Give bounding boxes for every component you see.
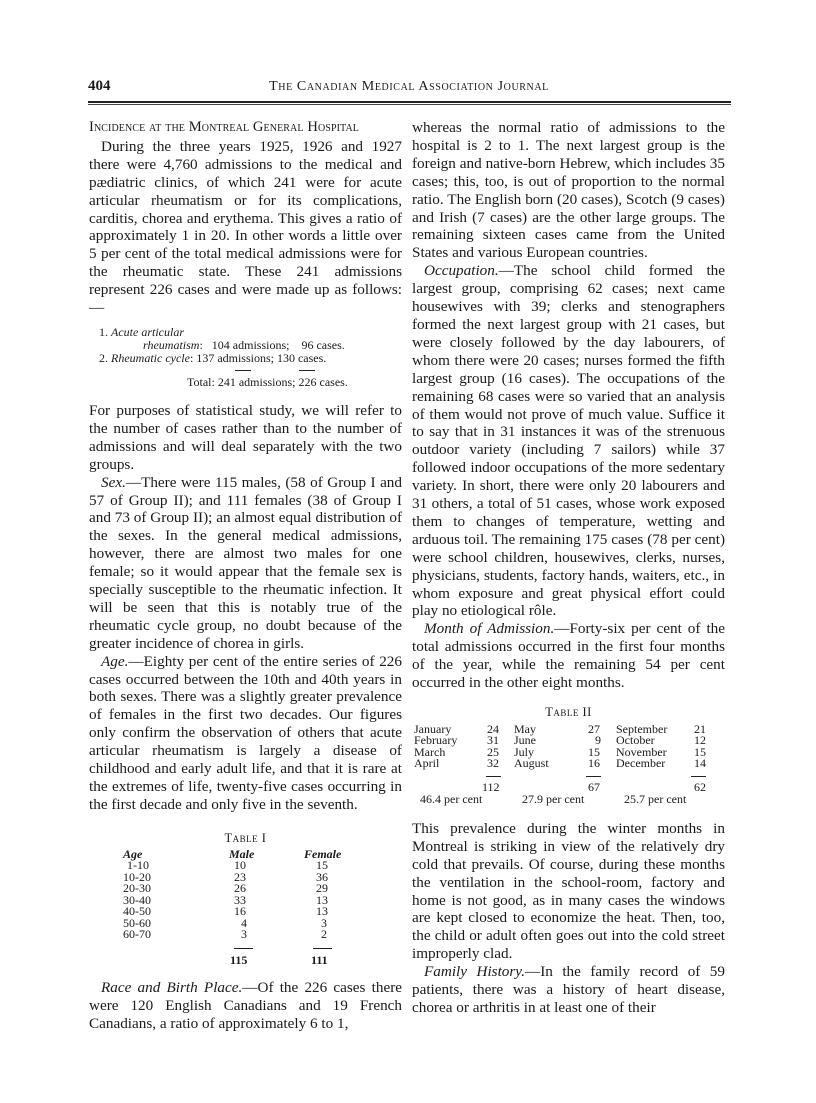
table-header: Female [304, 846, 342, 861]
header-rule [88, 101, 731, 105]
month-count: 9 [595, 733, 601, 748]
table-cell: 13 [316, 904, 328, 919]
group-percent: 25.7 per cent [624, 791, 687, 806]
group-percent: 46.4 per cent [420, 791, 483, 806]
group-total: 62 [694, 779, 706, 794]
month-name: June [514, 733, 536, 748]
sum-rule [486, 776, 501, 777]
journal-title: The Canadian Medical Association Journal [269, 79, 549, 94]
month-paragraph: Month of Admission.—Forty-six per cent of the total admissions occurred in the first four months of the year, while the remaining 54 per cent occurred in the other eight months. [412, 620, 725, 692]
section-heading: Incidence at the Montreal General Hospital [89, 119, 359, 135]
total-admissions: 241 admissions; [217, 374, 296, 389]
table-cell: 36 [316, 869, 328, 884]
running-header [88, 78, 730, 98]
table-header: Age [123, 846, 143, 861]
cases-count: 96 cases. [301, 337, 345, 352]
month-count: 12 [694, 733, 706, 748]
month-count: 15 [694, 744, 706, 759]
intro-paragraph: During the three years 1925, 1926 and 1927 there were 4,760 admissions to the medical and pædiatric clinics, of which 241 were for acute articular rheumatism or for its complications, carditis, chorea and erythema. This gives a ratio of approximately 1 in 20. In other words a little over 5 per cent of the total medical admissions were for the rheumatic state. These 241 admissions represent 226 cases and were made up as follows:— [89, 137, 402, 317]
race-paragraph-continued: whereas the normal ratio of admissions to the hospital is 2 to 1. The next largest group is the foreign and native-born Hebrew, which includes 35 cases; this, too, is out of proportion to the normal ratio. The English born (20 cases), Scotch (9 cases) and Irish (7 cases) are the other large groups. The remaining sixteen cases came from the United States and various European countries. [412, 119, 725, 262]
month-name: November [616, 744, 667, 759]
month-name: July [514, 744, 535, 759]
sum-rule [313, 948, 332, 949]
left-column [89, 119, 402, 1032]
list-item: 2. Rheumatic cycle: 137 admissions; 130 cases. [99, 350, 327, 365]
table-cell: 15 [316, 858, 328, 873]
table-header: Male [229, 846, 255, 861]
table-cell: 20-30 [123, 881, 151, 896]
month-count: 31 [487, 733, 499, 748]
age-sex-table [89, 846, 402, 979]
page-number: 404 [88, 78, 111, 94]
groups-list [89, 326, 402, 396]
month-name: August [514, 756, 549, 771]
cases-count: 130 cases. [276, 350, 327, 365]
total-female: 111 [311, 952, 328, 967]
month-count: 25 [487, 744, 499, 759]
total-cases: 226 cases. [298, 374, 348, 389]
run-in-heading: Occupation. [424, 262, 499, 280]
table-cell: 26 [234, 881, 246, 896]
table-cell: 40-50 [123, 904, 151, 919]
sum-rule [586, 776, 601, 777]
group-name: Acute articular [111, 324, 184, 339]
race-paragraph: Race and Birth Place.—Of the 226 cases there were 120 English Canadians and 19 French Canadians, a ratio of approximately 6 to 1, [89, 978, 402, 1032]
group-name: Rheumatic cycle [111, 350, 190, 365]
table-cell: 4 [241, 915, 247, 930]
table-cell: 10 [234, 858, 246, 873]
month-name: January [414, 721, 452, 736]
table-cell: 13 [316, 892, 328, 907]
sum-rule [234, 948, 253, 949]
group-percent: 27.9 per cent [522, 791, 585, 806]
run-in-heading: Age. [101, 652, 129, 670]
month-name: September [616, 721, 668, 736]
month-count: 32 [487, 756, 499, 771]
group-total: 67 [588, 779, 600, 794]
run-in-heading: Sex. [101, 473, 126, 491]
month-table [412, 721, 725, 820]
table-cell: 3 [321, 915, 327, 930]
month-count: 15 [588, 744, 600, 759]
total-male: 115 [230, 952, 248, 967]
table-cell: 29 [316, 881, 328, 896]
list-item: 1. Acute articular [99, 324, 184, 339]
sum-rule [235, 370, 251, 371]
run-in-heading: Month of Admission. [424, 620, 555, 638]
sex-paragraph: Sex.—There were 115 males, (58 of Group I and 57 of Group II); and 111 females (38 of Group I and 73 of Group II); an almost equal distribution of the sexes. In the general medical admissions, however, there are almost two males for one female; so it would appear that the female sex is specially susceptible to the rheumatic infection. It will be seen that this is notably true of the rheumatic cycle group, no doubt because of the greater incidence of chorea in girls. [89, 473, 402, 652]
winter-paragraph: This prevalence during the winter months in Montreal is striking in view of the relatively dry cold that prevails. Of course, during these months the ventilation in the school-room, factory and home is not good, as in many cases the windows are kept closed to economize the heat. Then, too, the child or adult often goes out into the cold street improperly clad. [412, 819, 725, 963]
right-column [412, 119, 725, 1017]
month-count: 14 [694, 756, 706, 771]
table-cell: 2 [321, 927, 327, 942]
month-count: 27 [588, 721, 600, 736]
table-title: Table I [224, 830, 267, 845]
table-cell: 3 [241, 927, 247, 942]
month-name: April [414, 756, 440, 771]
sum-rule [691, 776, 706, 777]
month-name: October [616, 733, 655, 748]
group-total: 112 [482, 779, 500, 794]
month-name: February [414, 733, 458, 748]
table-cell: 60-70 [123, 927, 151, 942]
table-cell: 23 [234, 869, 246, 884]
statistical-paragraph: For purposes of statistical study, we will refer to the number of cases rather than to the number of admissions and will deal separately with the two groups. [89, 401, 402, 473]
age-paragraph: Age.—Eighty per cent of the entire series of 226 cases occurred between the 10th and 40th years in both sexes. There was a slightly greater prevalence of females in the first two decades. Our figures only confirm the observation of others that acute articular rheumatism is largely a disease of childhood and early adult life, and that it is rare at the extremes of life, twenty-five cases occurring in the first decade and only five in the seventh. [89, 652, 402, 813]
list-total: Total: 241 admissions; 226 cases. [187, 374, 348, 389]
table-title: Table II [545, 705, 592, 719]
table-cell: 10-20 [123, 869, 151, 884]
month-name: December [616, 756, 666, 771]
occupation-paragraph: Occupation.—The school child formed the largest group, comprising 62 cases; next came housewives with 39; clerks and stenographers formed the next largest group with 21 cases, but were closely followed by the day labourers, of whom there were 20 cases; nurses formed the fifth largest group (16 cases). The occupations of the remaining 68 cases were so varied that an analysis of them would not prove of much value. Suffice it to say that in 31 instances it was of the strenuous outdoor variety (including 7 sailors) while 37 followed indoor occupations of the more sedentary variety. In short, there were only 20 labourers and 31 others, a total of 51 cases, whose work exposed them to changes of temperature, wetting and arduous toil. The remaining 175 cases (78 per cent) were school children, housewives, clerks, nurses, physicians, students, factory hands, waiters, etc., in whom exposure and great physical effort could play no etiological rôle. [412, 262, 725, 620]
month-count: 21 [694, 721, 706, 736]
month-count: 24 [487, 721, 499, 736]
table-cell: 30-40 [123, 892, 151, 907]
month-name: May [514, 721, 536, 736]
table-cell: 1-10 [127, 858, 149, 873]
list-item-continued: rheumatism: 104 admissions; 96 cases. [143, 337, 345, 352]
run-in-heading: Race and Birth Place. [101, 978, 243, 996]
month-name: March [414, 744, 446, 759]
month-count: 16 [588, 756, 600, 771]
table-cell: 16 [234, 904, 246, 919]
admissions-count: 137 admissions; [196, 350, 274, 365]
admissions-count: 104 admissions; [211, 337, 290, 352]
run-in-heading: Family History. [424, 963, 526, 981]
family-history-paragraph: Family History.—In the family record of 59 patients, there was a history of heart disease, chorea or arthritis in at least one of their [412, 963, 725, 1016]
table-cell: 33 [234, 892, 246, 907]
table-cell: 50-60 [123, 915, 151, 930]
sum-rule [299, 370, 315, 371]
